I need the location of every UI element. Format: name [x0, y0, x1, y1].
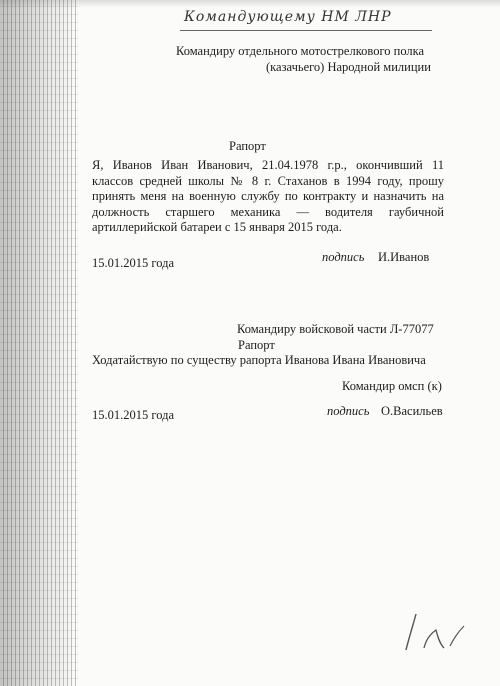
report-body: Я, Иванов Иван Иванович, 21.04.1978 г.р., окончивший 11 классов средней школы № 8 г. Стаханов в 1994 году, прошу принять меня на военную службу по контракту и назначить на должность старшего механика — водителя гаубичной артиллерийской батареи с 15 января 2015 года. [92, 158, 444, 235]
report-date: 15.01.2015 года [92, 256, 174, 270]
addressee-line-1: Командиру отдельного мотострелкового полка [176, 44, 425, 58]
signer-name: И.Иванов [378, 250, 430, 264]
endorsement-signature-label: подпись [327, 404, 370, 418]
scan-artifact-top [0, 0, 500, 8]
handwritten-note: Командующему НМ ЛНР [184, 9, 392, 25]
endorsement-body: Ходатайствую по существу рапорта Иванова Ивана Ивановича [92, 353, 426, 367]
handwritten-signature-mark [402, 604, 472, 654]
endorsement-date: 15.01.2015 года [92, 408, 174, 422]
endorsement-title: Рапорт [238, 338, 275, 352]
endorsement-position: Командир омсп (к) [342, 379, 442, 393]
report-title: Рапорт [229, 139, 266, 153]
endorsement-addressee: Командиру войсковой части Л-77077 [237, 322, 434, 336]
signature-label: подпись [322, 250, 365, 264]
endorsement-signer-name: О.Васильев [381, 404, 443, 418]
scan-artifact-left [0, 0, 78, 686]
handwritten-note-underline [180, 30, 432, 31]
addressee-line-2: (казачьего) Народной милиции [266, 60, 431, 74]
